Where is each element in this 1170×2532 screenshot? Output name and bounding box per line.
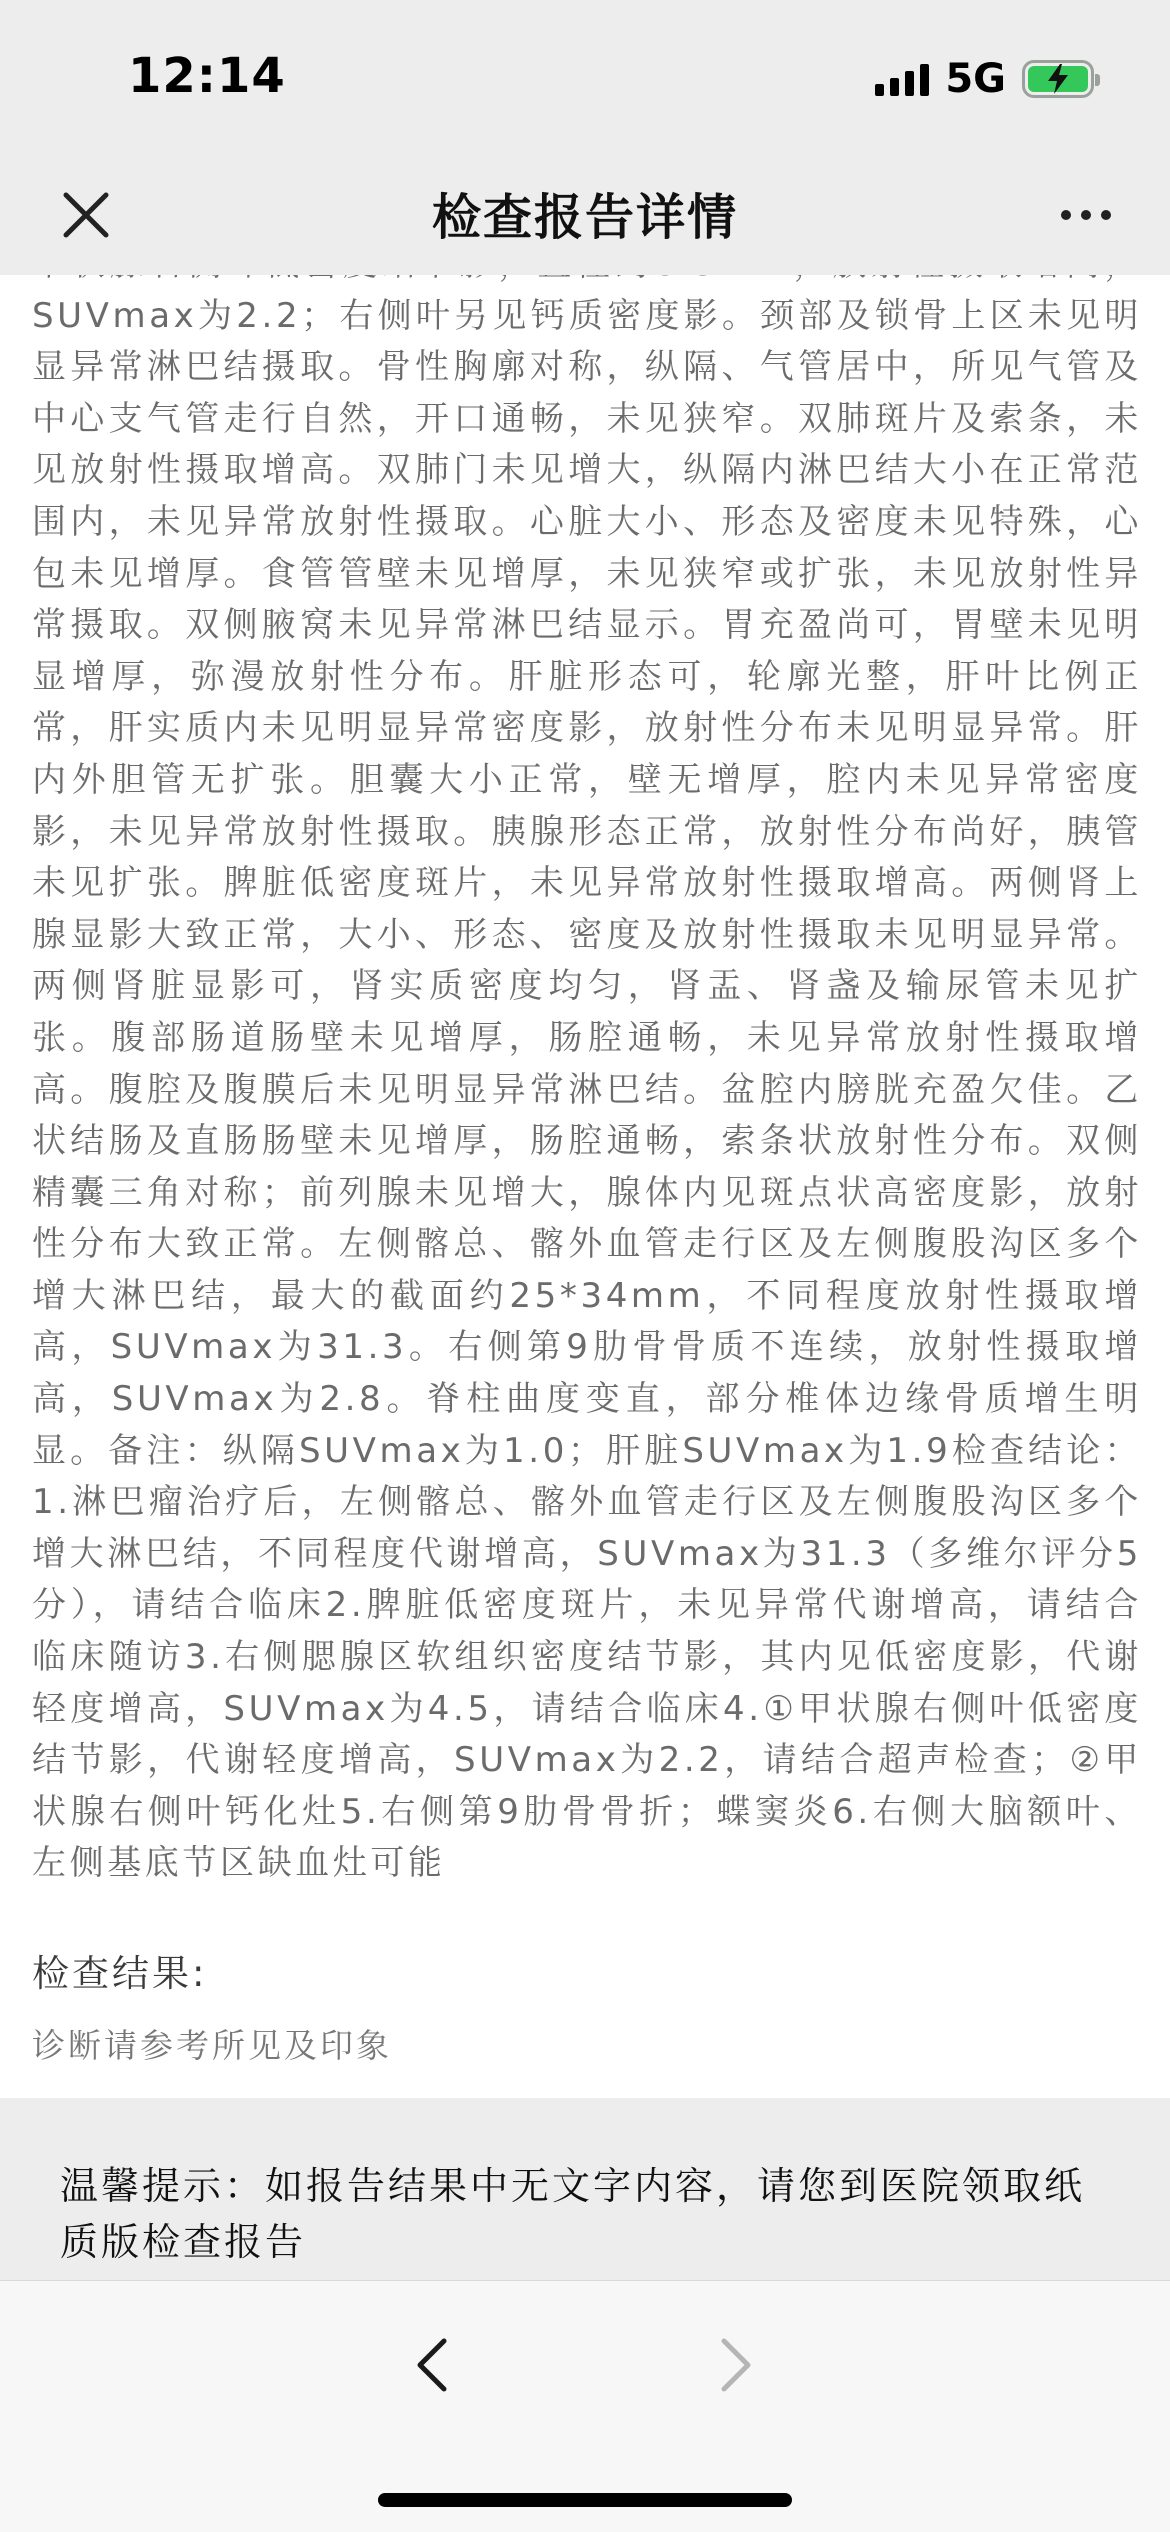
charging-bolt-icon <box>1045 63 1071 95</box>
report-text: SUVmax为2.2；右侧叶另见钙质密度影。颈部及锁骨上区未见明显异常淋巴结摄取。骨性胸廓对称，纵隔、气管居中，所见气管及中心支气管走行自然，开口通畅，未见狭窄。双肺斑片及索条，未见放射性摄取增高。双肺门未见增大，纵隔内淋巴结大小在正常范围内，未见异常放射性摄取。心脏大小、形态及密度未见特殊，心包未见增厚。食管管壁未见增厚，未见狭窄或扩张，未见放射性异常摄取。双侧腋窝未见异常淋巴结显示。胃充盈尚可，胃壁未见明显增厚，弥漫放射性分布。肝脏形态可，轮廓光整，肝叶比例正常，肝实质内未见明显异常密度影，放射性分布未见明显异常。肝内外胆管无扩张。胆囊大小正常，壁无增厚，腔内未见异常密度影，未见异常放射性摄取。胰腺形态正常，放射性分布尚好，胰管未见扩张。脾脏低密度斑片，未见异常放射性摄取增高。两侧肾上腺显影大致正常，大小、形态、密度及放射性摄取未见明显异常。两侧肾脏显影可，肾实质密度均匀，肾盂、肾盏及输尿管未见扩张。腹部肠道肠壁未见增厚，肠腔通畅，未见异常放射性摄取增高。腹腔及腹膜后未见明显异常淋巴结。盆腔内膀胱充盈欠佳。乙状结肠及直肠肠壁未见增厚，肠腔通畅，索条状放射性分布。双侧精囊三角对称；前列腺未见增大，腺体内见斑点状高密度影，放射性分布大致正常。左侧髂总、髂外血管走行区及左侧腹股沟区多个增大淋巴结，最大的截面约25*34mm，不同程度放射性摄取增高，SUVmax为31.3。右侧第9肋骨骨质不连续，放射性摄取增高，SUVmax为2.8。脊柱曲度变直，部分椎体边缘骨质增生明显。备注：纵隔SUVmax为1.0；肝脏SUVmax为1.9检查结论：1.淋巴瘤治疗后，左侧髂总、髂外血管走行区及左侧腹股沟区多个增大淋巴结，不同程度代谢增高，SUVmax为31.3（多维尔评分5分），请结合临床2.脾脏低密度斑片，未见异常代谢增高，请结合临床随访3.右侧腮腺区软组织密度结节影，其内见低密度影，代谢轻度增高，SUVmax为4.5，请结合临床4.①甲状腺右侧叶低密度结节影，代谢轻度增高，SUVmax为2.2，请结合超声检查；②甲状腺右侧叶钙化灶5.右侧第9肋骨骨折；蝶窦炎6.右侧大脑额叶、左侧基底节区缺血灶可能 <box>32 295 1142 1884</box>
network-type: 5G <box>945 56 1006 102</box>
more-icon-dot <box>1081 210 1091 220</box>
tip-panel <box>0 2098 1170 2280</box>
chevron-right-icon <box>716 2335 756 2395</box>
status-time: 12:14 <box>128 48 286 104</box>
back-button[interactable] <box>392 2325 472 2405</box>
battery-cap <box>1095 74 1100 86</box>
status-indicators <box>875 56 1094 102</box>
signal-icon <box>875 62 929 96</box>
home-indicator[interactable] <box>378 2493 792 2507</box>
chevron-left-icon <box>412 2335 452 2395</box>
result-value: 诊断请参考所见及印象 <box>32 2026 392 2065</box>
nav-bar <box>0 155 1170 275</box>
forward-button[interactable] <box>696 2325 776 2405</box>
tip-text: 温馨提示：如报告结果中无文字内容，请您到医院领取纸质版检查报告 <box>60 2164 1086 2264</box>
page-title: 检查报告详情 <box>431 189 738 246</box>
more-icon <box>1061 210 1071 220</box>
more-icon-dot <box>1101 210 1111 220</box>
status-bar <box>0 0 1170 155</box>
more-button[interactable] <box>1046 181 1126 249</box>
battery-icon <box>1022 60 1094 98</box>
result-label: 检查结果: <box>32 1952 208 1995</box>
